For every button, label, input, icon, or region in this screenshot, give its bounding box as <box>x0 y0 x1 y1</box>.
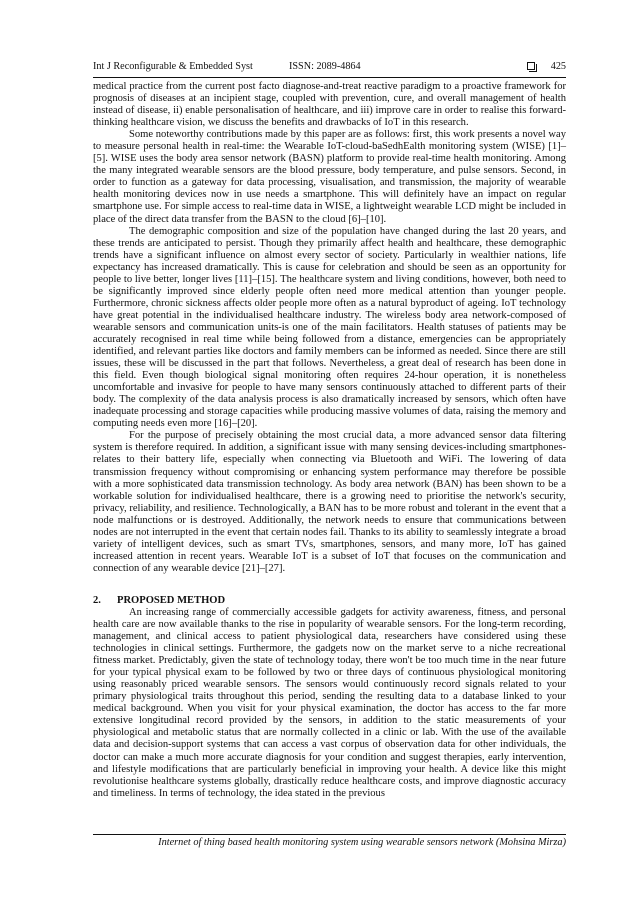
paragraph-5: An increasing range of commercially accessible gadgets for activity awareness, fitness, and personal health care are now available thanks to the rise in popularity of wearable sensors. For the long-term recording, management, and clinical access to patient physiological data, researchers have considered using these technologies in clinical settings. Furthermore, the gadgets now on the market serve to a niche recreational fitness market. Predictably, given the state of technology today, there won't be too much time in the near future for your typical physical exam to be followed by two or three days of continuous physiological monitoring using reasonably priced wearable sensors. The sensors would continuously record signals related to your primary physiological traits throughout this period, sending the resulting data to a database linked to your medical background. When you visit for your physical examination, the doctor has access to the far more extensive longitudinal record provided by the sensors, in addition to the static measurements of your physiological and metabolic status that are normally collected in a clinic or lab. With the use of the available data and decision-support systems that can access a vast corpus of observation data for other individuals, the doctor can make a much more accurate diagnosis for your condition and suggest therapies, early intervention, and lifestyle modifications that are particularly beneficial in improving your health. A device like this might revolutionise healthcare systems globally, drastically reduce healthcare costs, and improve diagnostic accuracy and timeliness. In terms of technology, the idea stated in the previous <box>93 606 566 799</box>
body-text <box>93 81 566 800</box>
section-title: PROPOSED METHOD <box>117 594 226 606</box>
running-header <box>93 59 566 75</box>
paragraph-1: medical practice from the current post facto diagnose-and-treat reactive paradigm to a proactive framework for prognosis of diseases at an incipient stage, coupled with prevention, cure, and overall management of health instead of disease, ii) enable personalisation of healthcare, and iii) improve care in order to realise this forward-thinking healthcare vision, we discuss the benefits and drawbacks of IoT in this research. <box>93 81 566 129</box>
paragraph-4: For the purpose of precisely obtaining the most crucial data, a more advanced sensor data filtering system is therefore required. In addition, a significant issue with many sensing devices-including smartphones-relates to their battery life, especially when connecting via Bluetooth and WiFi. The lowering of data transmission frequency without compromising or enhancing system performance may therefore be possible with a more sophisticated data transmission technology. As body area network (BAN) has been shown to be a workable solution for individualised healthcare, there is a growing need to prioritise the network's security, privacy, reliability, and resilience. Technologically, a BAN has to be more robust and tolerant in the event that a node malfunctions or is destroyed. Additionally, the network needs to ensure that communications between nodes are not interrupted in the event that certain nodes fail. Thanks to its ability to seamlessly integrate a broad variety of intelligent devices, such as smart TVs, smartphones, sensors, and many more, IoT has gained increased attention in recent years. Wearable IoT is a subset of IoT that focuses on the communication and connection of any wearable device [21]–[27]. <box>93 430 566 574</box>
paragraph-3: The demographic composition and size of the population have changed during the last 20 years, and these trends are anticipated to persist. Though they primarily affect health and healthcare, these demographic trends have a significant influence on almost every sector of society. Particularly in wealthier nations, life expectancy has increased dramatically. This is cause for celebration and should be seen as an opportunity for people to live better, longer lives [11]–[15]. The healthcare system and living conditions, however, both need to be significantly improved since elderly people often need more medical attention than younger people. Furthermore, chronic sickness affects older people more often as a natural byproduct of ageing. IoT technology have great potential in the individualised healthcare industry. The wireless body area network-composed of wearable sensors and communication units-is one of the main facilitators. Health statuses of patients may be accurately recognised in real time while being followed from a distance, emergencies can be appropriately identified, and relevant parties like doctors and family members can be informed as needed. Since there are still issues, these will be discussed in the part that follows. Nevertheless, a great deal of research has been done in this field. Even though biological signal monitoring often requires 24-hour operation, it is nonetheless uncomfortable and invasive for people to have many sensors continuously attached to different parts of their body. The complexity of the data analysis process is also dramatically increased by sensors, which often have inadequate processing and storage capacities while producing massive volumes of data, raising the memory and computing needs even more [16]–[20]. <box>93 225 566 430</box>
checkbox-square-icon <box>527 62 535 70</box>
page-number: 425 <box>550 61 566 72</box>
section-heading <box>93 595 566 607</box>
section-number: 2. <box>93 594 101 606</box>
running-footer: Internet of thing based health monitoring system using wearable sensors network (Mohsina Mirza) <box>158 837 566 848</box>
issn: ISSN: 2089-4864 <box>289 61 361 72</box>
header-rule <box>93 77 566 78</box>
paragraph-2: Some noteworthy contributions made by this paper are as follows: first, this work presents a novel way to measure personal health in real-time: the Wearable IoT-cloud-baSedhEalth monitoring system (WISE) [1]–[5]. WISE uses the body area sensor network (BASN) platform to provide real-time health monitoring. Among the many integrated wearable sensors are the blood pressure, body temperature, and pulse sensors. Second, in order to function as a gateway for data processing, visualisation, and transmission, the majority of wearable health monitoring devices now in use needs a smartphone. This will definitely have an impact on regular smartphone use. For simple access to real-time data in WISE, a lightweight wearable LCD might be included in place of the direct data transfer from the BASN to the cloud [6]–[10]. <box>93 129 566 225</box>
journal-name: Int J Reconfigurable & Embedded Syst <box>93 61 253 72</box>
footer-rule <box>93 834 566 835</box>
